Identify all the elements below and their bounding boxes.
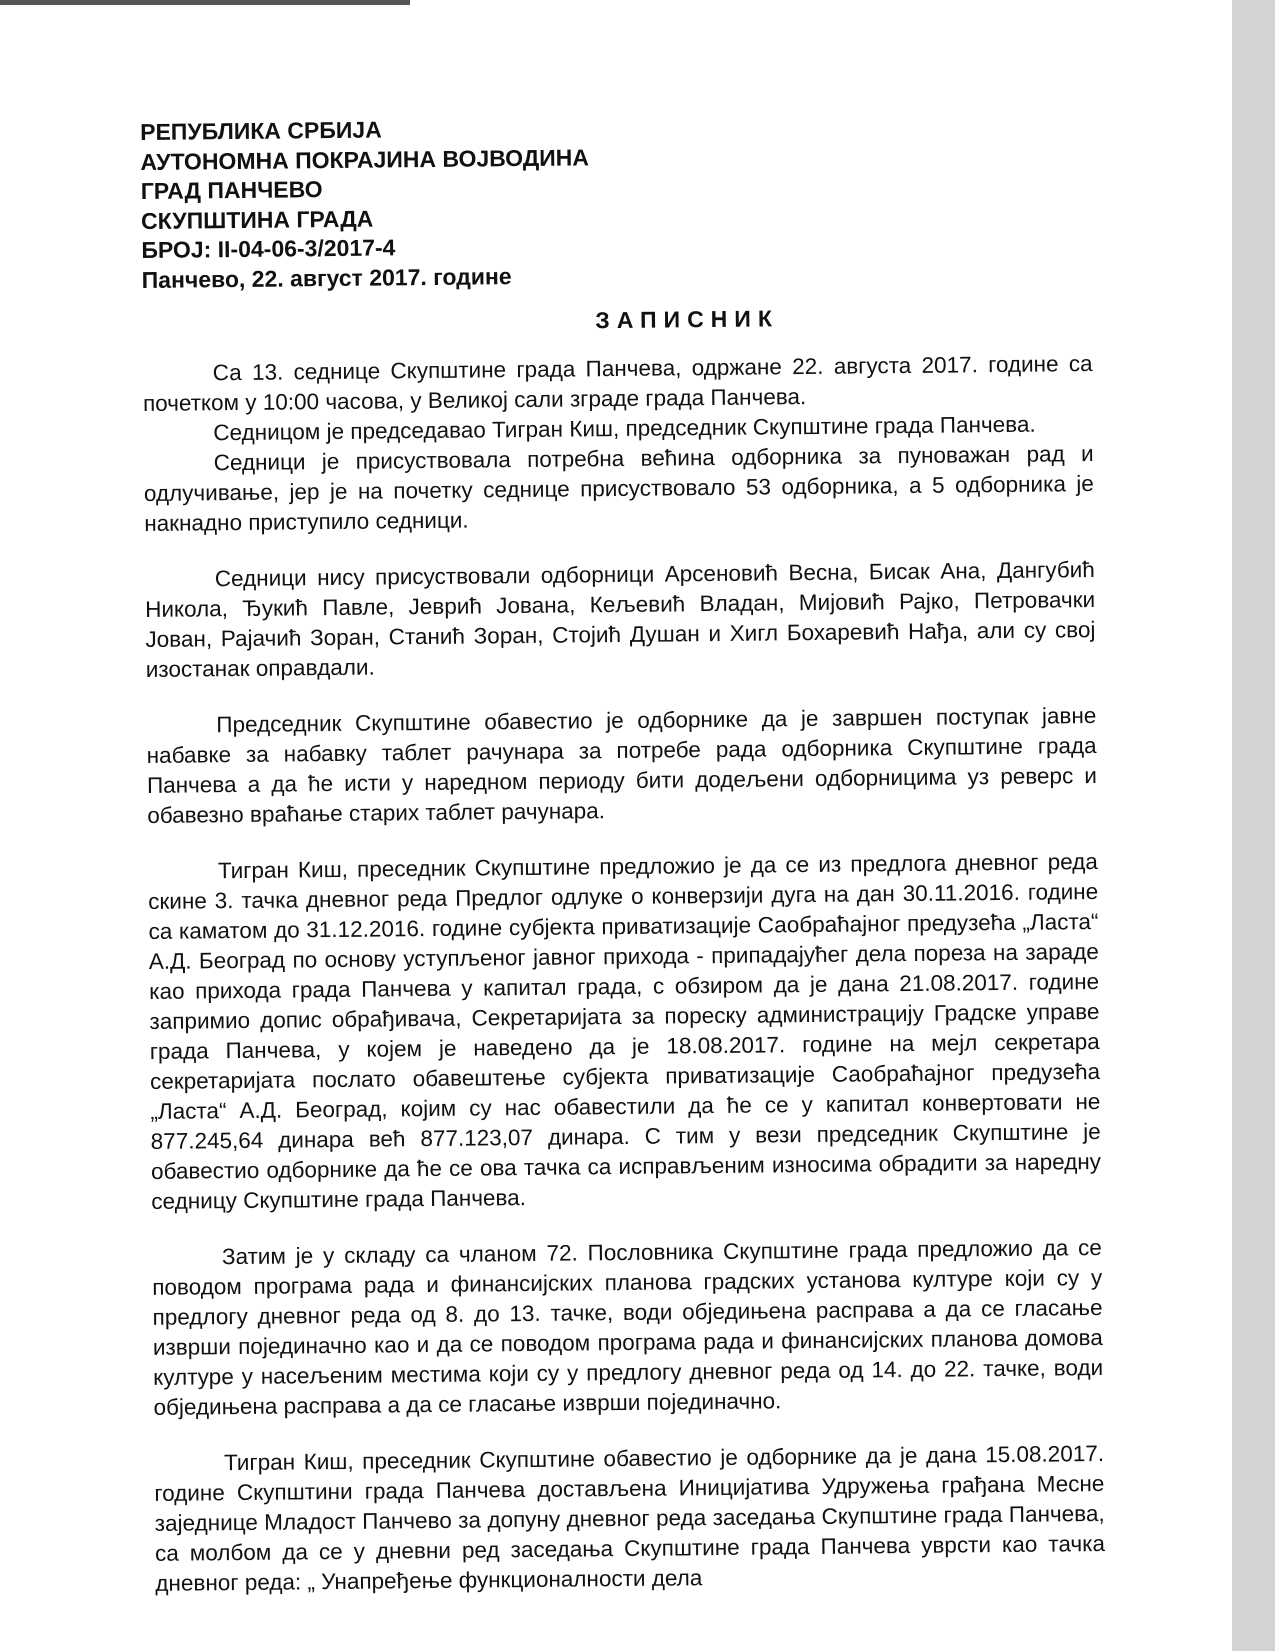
paragraph-agenda-removal: Тигран Киш, преседник Скупштине предложио је да се из предлога дневног реда скине 3. тачка дневног реда Предлог одлуке о конверзији дуга на дан 30.11.2016. године са каматом до 31.12.2016. године субјекта приватизације Саобраћајног предузећа „Ласта“ А.Д. Београд по основу уступљеног јавног прихода - припадајућег дела пореза на зараде као прихода града Панчева у капитал града, с обзиром да је дана 21.08.2017. године запримио допис обрађивача, Секретаријата за пореску администрацију Градске управе града Панчева, у којем је наведено да је 18.08.2017. године на мејл секретара секретаријата послато обавештење субјекта приватизације Саобраћајног предузећа „Ласта“ А.Д. Београд, којим су нас обавестили да ће се у капитал конвертовати не 877.245,64 динара већ 877.123,07 динара. С тим у вези председник Скупштине је обавестио одборнике да ће се ова тачка са исправљеним износима обрадити за наредну седницу Скупштине града Панчева. — [148, 849, 1102, 1214]
scan-edge-mark — [0, 0, 410, 5]
paragraph-chair: Седницом је председавао Тигран Киш, председник Скупштине града Панчева. — [213, 411, 1036, 446]
paragraph-absent: Седници нису присуствовали одборници Арсеновић Весна, Бисак Ана, Дангубић Никола, Ђукић Павле, Јеврић Јована, Кељевић Владан, Мијовић Рајко, Петровачки Јован, Рајачић Зоран, Станић Зоран, Стојић Душан и Хигл Бохаревић Нађа, али су свој изостанак оправдали. — [145, 557, 1096, 682]
header-date: Панчево, 22. август 2017. године — [141, 262, 512, 293]
paragraph-tablets: Председник Скупштине обавестио је одборнике да је завршен поступак јавне набавке за набавку таблет рачунара за потребе рада одборника Скупштине града Панчева а да ће исти у наредном периоду бити додељени одборницима уз реверс и обавезно враћање старих таблет рачунара. — [146, 703, 1098, 828]
document-header — [140, 108, 1142, 295]
paragraph-initiative: Тигран Киш, преседник Скупштине обавестио је одборнике да је дана 15.08.2017. године Скупштини града Панчева достављена Иницијатива Удружења грађана Месне заједнице Младост Панчево за допуну дневног реда заседања Скупштине града Панчева, са молбом да се у дневни ред заседања Скупштине града Панчева уврсти као тачка дневног реда: „ Унапређење функционалности дела — [154, 1440, 1106, 1596]
paragraph-quorum: Седници је присуствовала потребна већина одборника за пуноважан рад и одлучивање, јер је на почетку седнице присуствовало 53 одборника, а 5 одборника је накнадно приступило седници. — [143, 441, 1095, 536]
document-title: ЗАПИСНИК — [595, 305, 780, 334]
header-city: ГРАД ПАНЧЕВО — [140, 176, 323, 204]
paragraph-joint-debate: Затим је у складу са чланом 72. Пословника Скупштине града предложио да се поводом програма рада и финансијских планова градских установа културе који су у предлогу дневног реда од 8. до 13. тачке, води обједињена расправа а да се гласање изврши појединачно као и да се поводом програма рада и финансијских планова домова културе у насељеним местима који су у предлогу дневног реда од 14. до 22. тачке, води обједињена расправа а да се гласање изврши појединачно. — [152, 1234, 1104, 1420]
header-number: БРОЈ: II-04-06-3/2017-4 — [141, 234, 396, 263]
header-republic: РЕПУБЛИКА СРБИЈА — [140, 116, 382, 145]
scan-margin — [1232, 0, 1275, 1651]
paragraph-session: Са 13. седнице Скупштине града Панчева, одржане 22. августа 2017. године са почетком у 10:00 часова, у Великој сали зграде града Панчева. — [142, 351, 1093, 416]
document-body — [140, 108, 1155, 1599]
header-assembly: СКУПШТИНА ГРАДА — [140, 205, 374, 234]
header-province: АУТОНОМНА ПОКРАЈИНА ВОЈВОДИНА — [140, 143, 590, 175]
